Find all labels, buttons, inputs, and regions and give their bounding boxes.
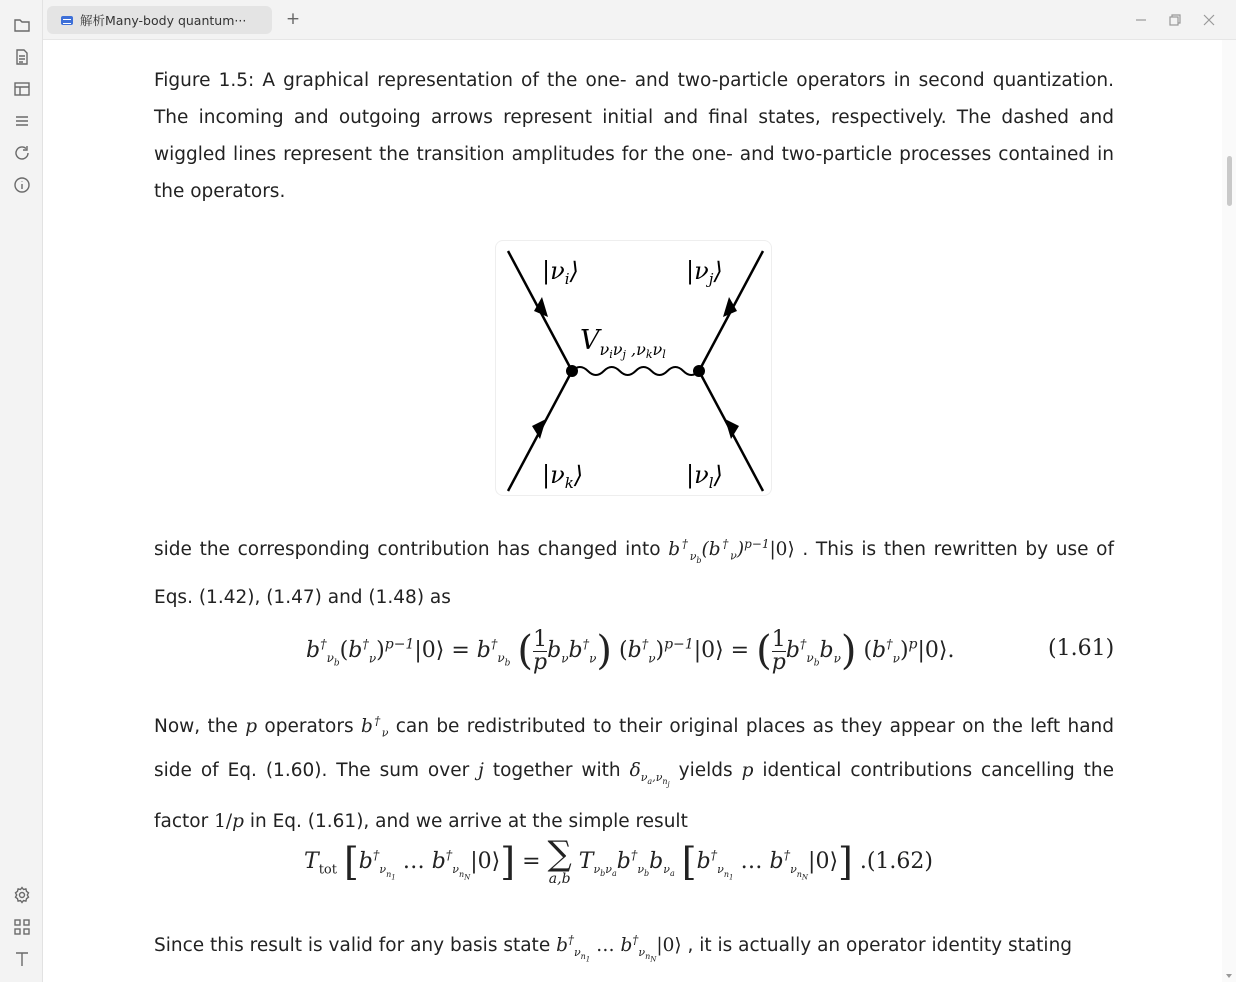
text-run: , it is actually an operator identity stating (687, 935, 1073, 957)
restore-button[interactable] (1165, 10, 1185, 30)
state-label-l: $|\nu_l⟩$ (686, 461, 723, 492)
inline-math: j (478, 759, 484, 781)
text-run: yields (678, 759, 733, 781)
vertex-dot (693, 365, 705, 377)
new-tab-button[interactable]: + (285, 9, 301, 29)
figure-caption: Figure 1.5: A graphical representation of the one- and two-particle operators in second quantization. The incoming and outgoing arrows represent initial and final states, respectively. The dashed and wiggled lines represent the transition amplitudes for the one- and two-particle processes contained in the operators. (154, 70, 1114, 202)
vertex-label: $V_{\nu i\nu j ,\nu k\nu l}$ (580, 325, 666, 361)
paragraph-1 (154, 526, 1114, 616)
equation-1-62: $T_{tot}$ [$b^\dagger_{\nu_{n_1}}$ … $b^\dagger_{\nu_{n_N}}|0⟩$] = ∑ a,b $T_{\nu_b\nu_a}b^\dagger_{\nu_b}b_{\nu_a}$ [$b^\dagger_{\nu_{n_1}}$ … $b^\dagger_{\nu_{n_N}}|0⟩$] .(1.62) (304, 834, 934, 887)
text-run: in Eq. (1.61), and we arrive at the simple result (249, 811, 688, 833)
paragraph-2 (154, 703, 1114, 840)
text-run: can be redistributed to their original places as they appear on the left hand side of Eq. (1.60). The sum over (154, 716, 1114, 781)
apps-icon[interactable] (11, 916, 33, 938)
text-run: side the corresponding contribution has changed into (154, 539, 661, 561)
equation-number: .(1.62) (859, 849, 934, 874)
state-label-k: $|\nu_k⟩$ (542, 461, 584, 492)
refresh-icon[interactable] (11, 142, 33, 164)
inline-math: $b^\dagger_{\nu_{n_1}}$ … $b^\dagger_{\nu_{n_N}}|0⟩$ (556, 933, 682, 964)
layout-icon[interactable] (11, 78, 33, 100)
inline-math: p (245, 716, 258, 738)
text-run: Now, the (154, 716, 238, 738)
arrow-head (723, 297, 737, 317)
text-run: operators (264, 716, 354, 738)
equation-1-61: $b^\dagger_{\nu_b}(b^\dagger_\nu)^{p-1}|0⟩ = b^\dagger_{\nu_b}$ ( $\frac{1}{p}$ $b_\nu b^\dagger_\nu$) $(b^\dagger_\nu)^{p-1}|0⟩$ = ( $\frac{1}{p}$ $b^\dagger_{\nu_b}b_\nu$) $(b^\dagger_\nu)^p|0⟩$. (306, 626, 955, 675)
arrow-head (534, 297, 548, 317)
outline-icon[interactable] (11, 110, 33, 132)
close-button[interactable] (1199, 10, 1219, 30)
settings-icon[interactable] (11, 884, 33, 906)
equation-number: (1.61) (1048, 636, 1115, 661)
paragraph-3 (154, 922, 1114, 979)
markdown-file-icon (61, 16, 73, 25)
title-bar (43, 0, 1236, 40)
state-label-j: $|\nu_j⟩$ (686, 257, 723, 288)
inline-math: p (741, 759, 754, 781)
arrow-head (725, 419, 739, 439)
arrow-head (532, 419, 546, 439)
tab-title: 解析Many-body quantum··· (80, 13, 247, 28)
text-icon[interactable] (11, 948, 33, 970)
inline-math: 1/p (214, 811, 244, 833)
info-icon[interactable] (11, 174, 33, 196)
text-run: identical contributions cancelling the factor (154, 759, 1114, 833)
vertical-scrollbar[interactable] (1222, 40, 1236, 982)
document-tab[interactable] (47, 6, 272, 34)
inline-math: $b^\dagger_\nu$ (360, 714, 389, 740)
scroll-thumb[interactable] (1227, 156, 1232, 206)
text-run: . This is then rewritten by use of Eqs. (1.42), (1.47) and (1.48) as (154, 539, 1115, 609)
inline-math: $\delta_{\nu_a,\nu_{n_j}}$ (629, 759, 670, 789)
vertex-dot (566, 365, 578, 377)
file-icon[interactable] (11, 46, 33, 68)
interaction-line (572, 367, 699, 375)
activity-bar (0, 0, 43, 982)
text-run: together with (492, 759, 621, 781)
inline-math: $b^\dagger_{\nu_b}(b^\dagger_\nu)^{p-1}|0⟩$ (668, 537, 795, 566)
feynman-diagram (496, 241, 771, 495)
minimize-button[interactable] (1131, 10, 1151, 30)
text-run: Since this result is valid for any basis state (154, 935, 551, 957)
folder-icon[interactable] (11, 14, 33, 36)
scroll-down-icon[interactable] (1225, 972, 1233, 980)
state-label-i: $|\nu_i⟩$ (542, 257, 579, 288)
